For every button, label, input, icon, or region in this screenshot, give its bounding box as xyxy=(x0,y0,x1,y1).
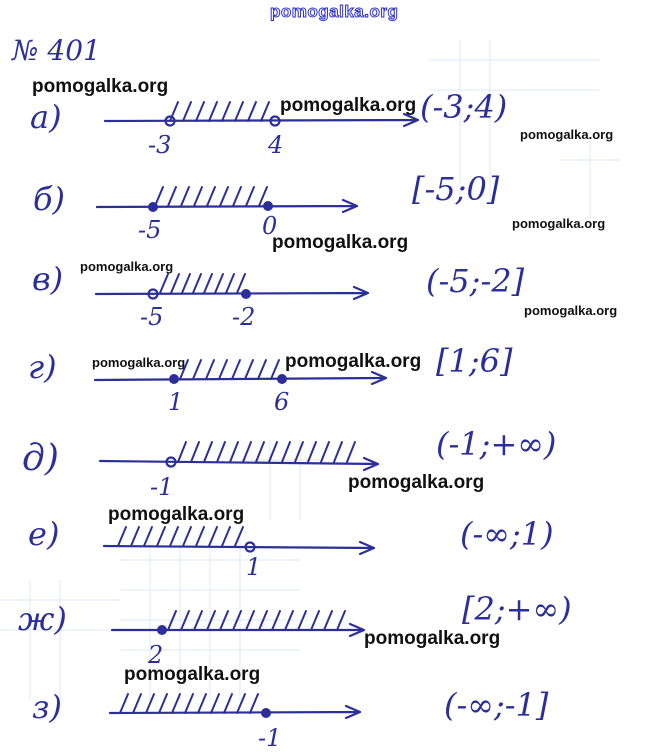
closed-point xyxy=(261,708,271,718)
point-label: -1 xyxy=(150,473,174,501)
row-b xyxy=(33,170,500,244)
closed-point xyxy=(148,202,158,212)
row-z xyxy=(32,686,549,752)
watermark: pomogalka.org xyxy=(32,76,169,97)
hatching xyxy=(160,274,245,293)
hatching xyxy=(178,442,355,462)
point-label: -5 xyxy=(138,216,162,244)
watermark: pomogalka.org xyxy=(124,664,261,685)
closed-point xyxy=(169,374,179,384)
watermark: pomogalka.org xyxy=(80,259,174,274)
problem-number: № 401 xyxy=(12,34,101,67)
interval-answer: (-5;-2] xyxy=(426,262,525,300)
point-label: -1 xyxy=(258,724,282,752)
closed-point xyxy=(157,625,167,635)
interval-answer: [2;+∞) xyxy=(462,590,572,628)
row-letter: а) xyxy=(30,98,62,136)
site-watermark-header: pomogalka.org xyxy=(270,2,399,21)
watermark: pomogalka.org xyxy=(285,351,422,372)
number-axis xyxy=(97,200,357,212)
row-letter: е) xyxy=(28,515,60,553)
number-axis xyxy=(95,372,386,384)
watermark: pomogalka.org xyxy=(348,472,485,493)
number-axis xyxy=(100,458,378,470)
hatching xyxy=(180,360,279,379)
row-g xyxy=(28,342,513,416)
row-letter: з) xyxy=(32,688,62,726)
point-label: 4 xyxy=(268,131,284,159)
interval-answer: (-∞;1) xyxy=(460,515,554,553)
watermark: pomogalka.org xyxy=(364,628,501,649)
watermark: pomogalka.org xyxy=(272,232,409,253)
watermark: pomogalka.org xyxy=(108,504,245,525)
row-e xyxy=(28,515,554,581)
closed-point xyxy=(241,289,251,299)
row-letter: в) xyxy=(32,260,64,298)
watermark: pomogalka.org xyxy=(520,127,614,142)
point-label: 2 xyxy=(148,641,164,669)
point-label: -2 xyxy=(232,303,256,331)
interval-answer: [1;6] xyxy=(436,342,513,380)
row-a xyxy=(30,88,507,159)
point-label: 0 xyxy=(262,212,278,240)
watermark: pomogalka.org xyxy=(280,95,417,116)
point-label: 1 xyxy=(168,388,184,416)
number-axis xyxy=(96,287,368,299)
interval-answer: [-5;0] xyxy=(412,170,500,208)
closed-point xyxy=(263,201,273,211)
watermark: pomogalka.org xyxy=(92,355,186,370)
hatching xyxy=(170,102,269,121)
interval-answer: (-3;4) xyxy=(420,88,508,126)
interval-answer: (-∞;-1] xyxy=(444,686,549,724)
interval-answer: (-1;+∞) xyxy=(436,425,557,463)
row-letter: д) xyxy=(22,438,59,479)
watermark: pomogalka.org xyxy=(524,303,618,318)
point-label: -3 xyxy=(148,131,172,159)
point-label: 1 xyxy=(246,553,262,581)
row-letter: г) xyxy=(28,348,57,386)
hatching xyxy=(120,694,258,713)
closed-point xyxy=(277,374,287,384)
point-label: 6 xyxy=(274,388,290,416)
row-letter: б) xyxy=(33,180,66,218)
point-label: -5 xyxy=(140,303,164,331)
row-letter: ж) xyxy=(18,600,67,638)
hatching xyxy=(155,187,267,206)
watermark: pomogalka.org xyxy=(512,216,606,231)
